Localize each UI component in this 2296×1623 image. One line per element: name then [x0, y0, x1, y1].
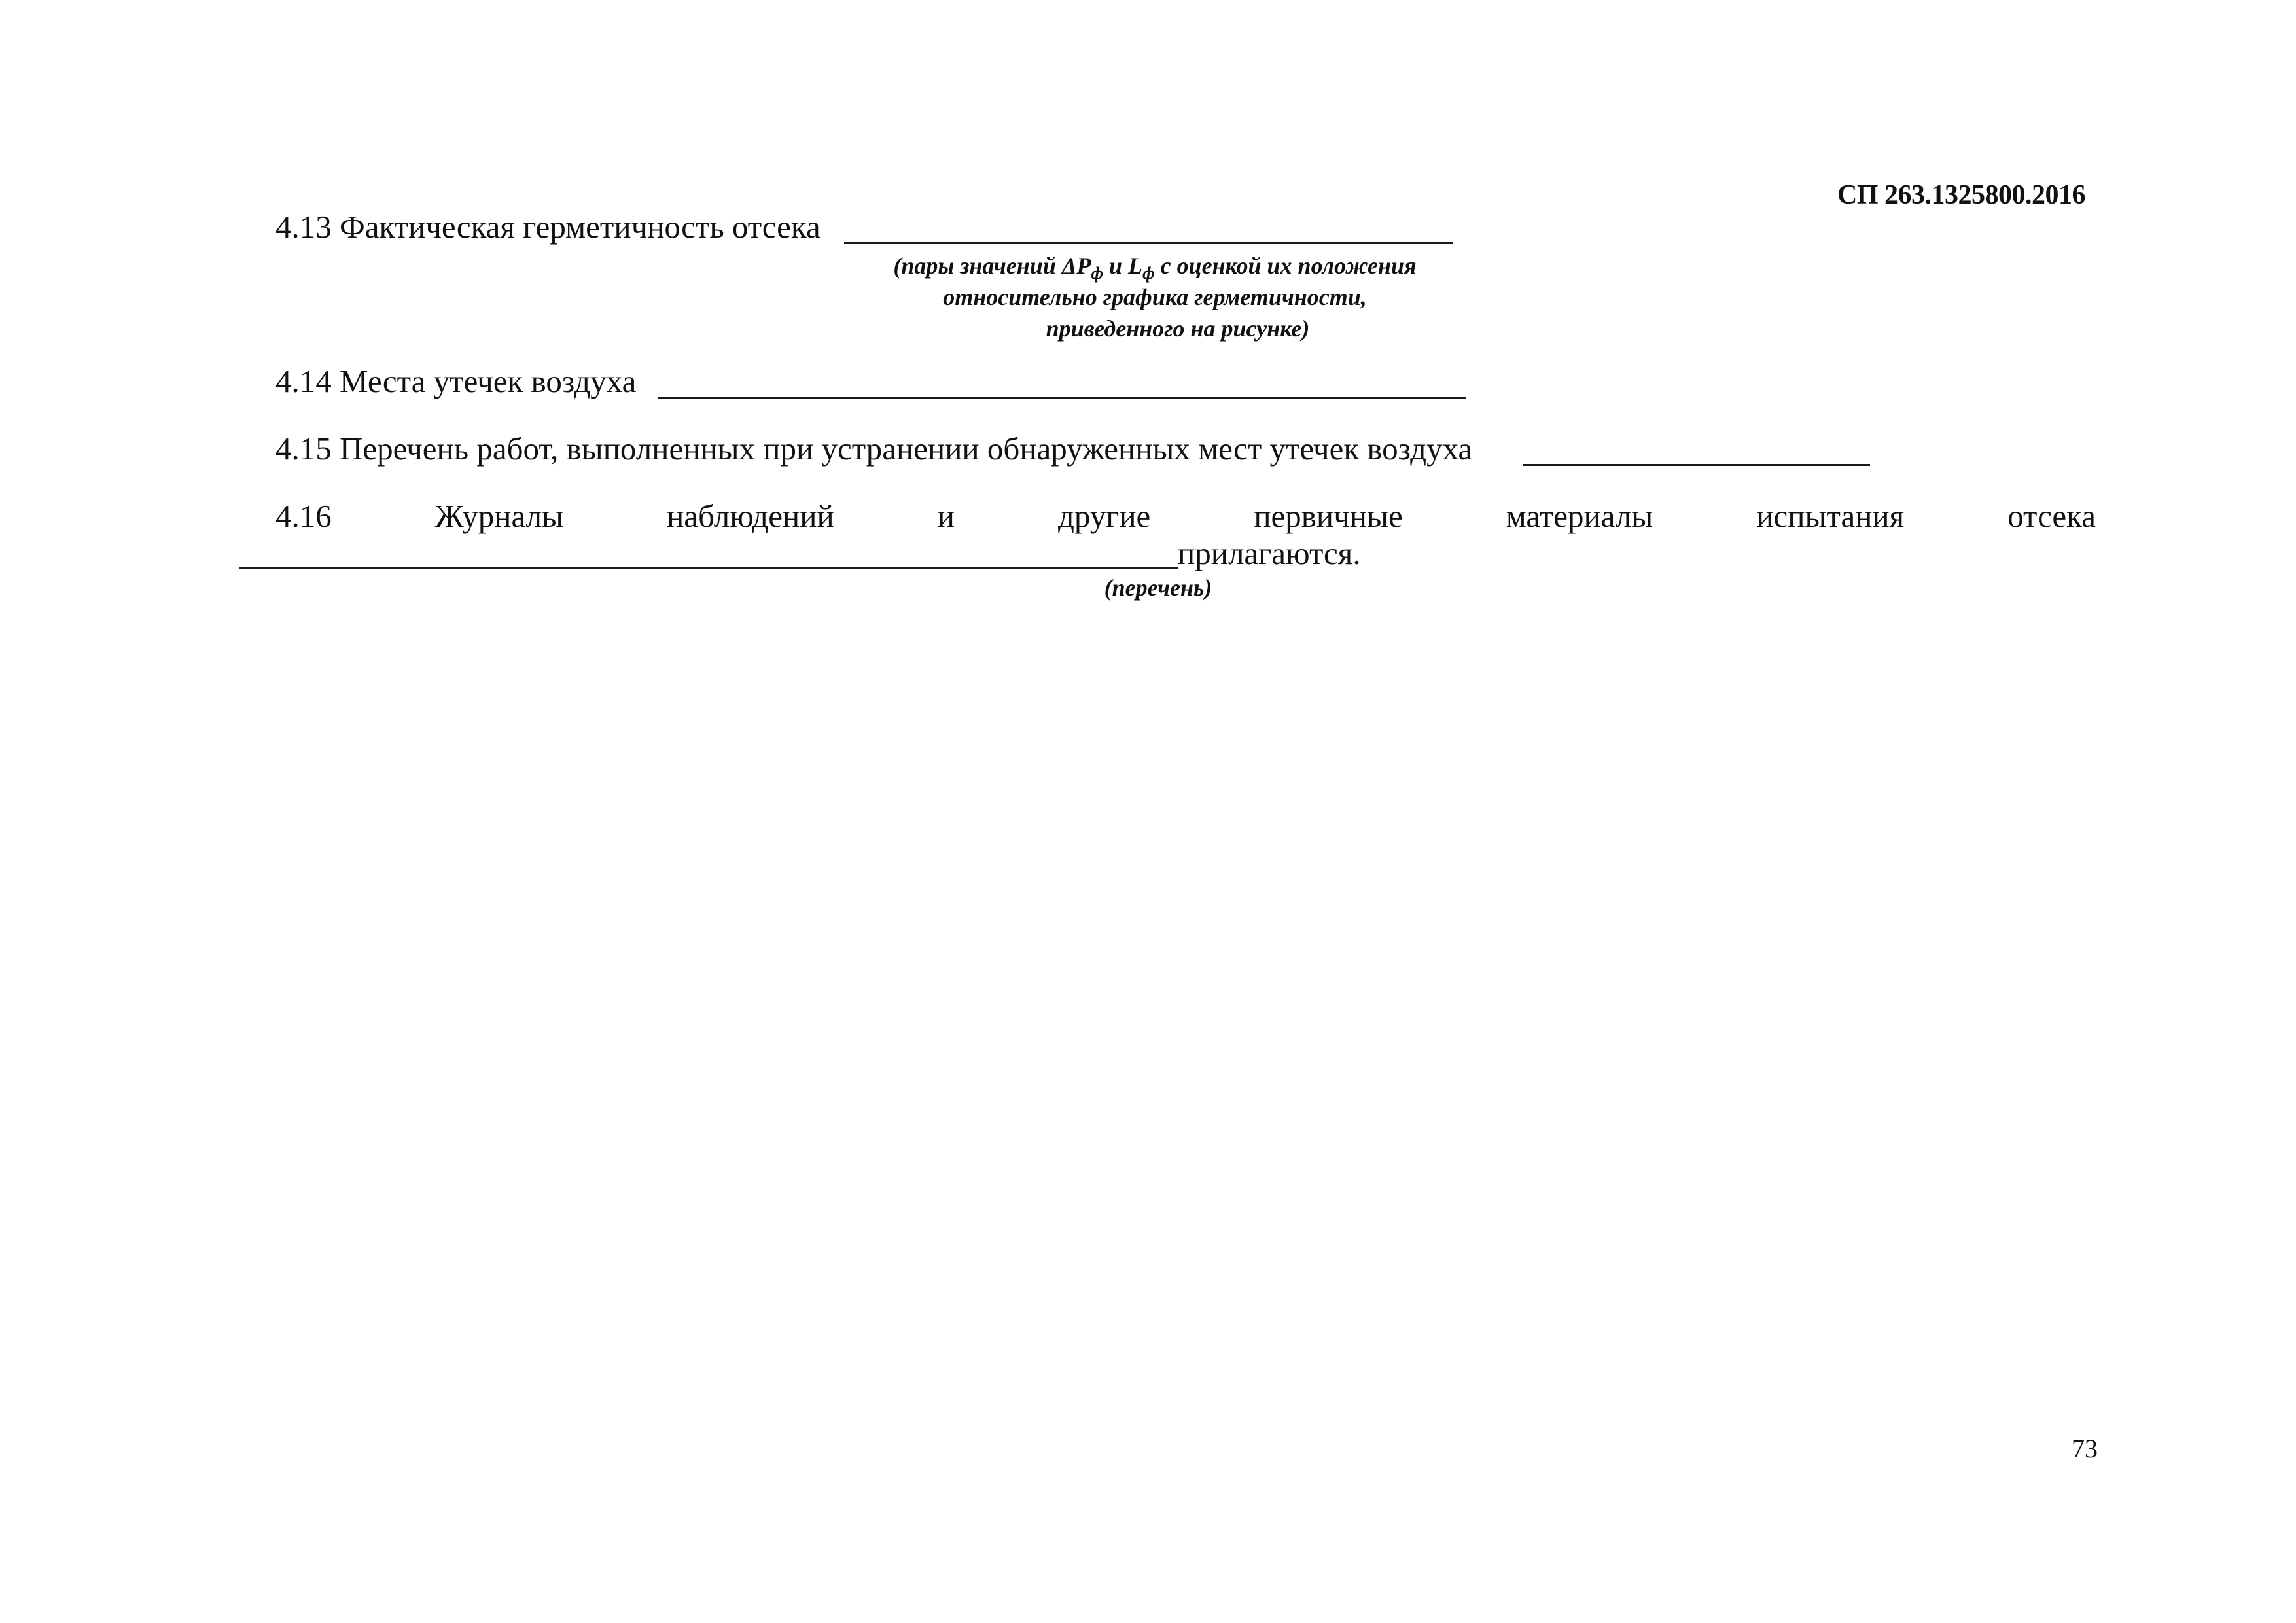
item-4-13-fill-line [844, 242, 1453, 244]
item-4-13-note-line-2: относительно графика герметичности, [943, 284, 1367, 310]
item-4-14-fill-line [658, 397, 1466, 399]
item-4-13-note-line-3: приведенного на рисунке) [1046, 315, 1310, 342]
item-4-16-word: первичные [1254, 498, 1403, 534]
item-4-16-word: и [937, 498, 955, 534]
item-4-16-fill-line [239, 567, 1178, 569]
item-4-14-label: 4.14 Места утечек воздуха [275, 363, 637, 399]
item-4-13-label: 4.13 Фактическая герметичность отсека [275, 209, 821, 245]
page-number: 73 [2072, 1434, 2098, 1463]
item-4-16-word: Журналы [434, 498, 564, 534]
item-4-16-suffix: прилагаются. [1178, 535, 1361, 571]
item-4-16-word: испытания [1756, 498, 1905, 534]
item-4-16-word: материалы [1506, 498, 1653, 534]
item-4-16-word: другие [1057, 498, 1151, 534]
document-code: СП 263.1325800.2016 [1837, 180, 2085, 210]
item-4-16-note: (перечень) [1104, 575, 1212, 601]
item-4-16-word: отсека [2007, 498, 2096, 534]
item-4-13-note-line-1: (пары значений $\Delta P_ф$ и $L_ф$ с оценкой их положения [893, 253, 1417, 283]
item-4-16-word: 4.16 [275, 498, 332, 534]
item-4-16-word: наблюдений [667, 498, 834, 534]
item-4-15-fill-line [1523, 464, 1870, 466]
item-4-15-label: 4.15 Перечень работ, выполненных при устранении обнаруженных мест утечек воздуха [275, 431, 1473, 467]
item-4-16-justified-line [275, 497, 2096, 535]
